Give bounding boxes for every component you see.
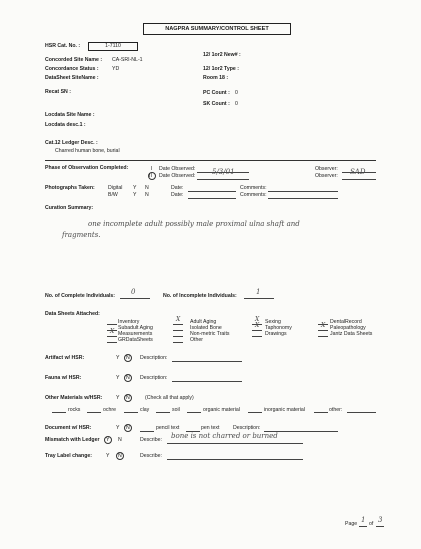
om-other-check[interactable] [314, 406, 328, 413]
document-n[interactable]: N [126, 425, 130, 431]
other-materials-y[interactable]: Y [116, 395, 120, 401]
mismatch-label: Mismatch with Ledger [45, 437, 100, 443]
om-ochre-check[interactable] [87, 406, 101, 413]
incomplete-individuals-value: 1 [256, 288, 261, 296]
om-rocks-check[interactable] [52, 406, 66, 413]
ledger-desc-label: Cat.12 Ledger Desc. : [45, 140, 98, 146]
observer-value-2: SAD [350, 168, 366, 176]
datasheet-sitename-label: DataSheet SiteName : [45, 75, 99, 81]
observation-label: Phase of Observation Completed: [45, 165, 129, 171]
curation-line-2: fragments. [62, 231, 101, 239]
om-soil-check[interactable] [156, 406, 170, 413]
type-label: 12/ 1or2 Type : [203, 66, 239, 72]
tray-label: Tray Label change: [45, 453, 92, 459]
artifact-desc-label: Description: [140, 355, 168, 361]
document-label: Document w/ HSR: [45, 425, 92, 431]
photo-date-label-2: Date: [171, 192, 184, 198]
tray-desc-label: Describe: [140, 453, 162, 459]
photo-digital-y[interactable]: Y [133, 185, 137, 191]
ds-nonmetric-label: Non-metric Traits [190, 331, 230, 337]
concorded-site-value: CA-SRI-NL-1 [112, 57, 143, 63]
artifact-y[interactable]: Y [116, 355, 120, 361]
complete-individuals-value: 0 [131, 288, 136, 296]
ds-measurements-mark: X [110, 328, 115, 335]
om-clay-check[interactable] [124, 406, 138, 413]
hsr-cat-label: HSR Cat. No. : [45, 43, 81, 49]
tray-n[interactable]: N [118, 453, 122, 459]
section-divider [45, 160, 376, 161]
document-pen-label: pen text [201, 425, 220, 431]
om-inorganic-label: inorganic material [264, 407, 305, 413]
fauna-y[interactable]: Y [116, 375, 120, 381]
photo-comments-field-1[interactable] [268, 185, 338, 192]
ds-grdatasheets-check[interactable] [107, 336, 117, 343]
ds-sexing-mark: X [255, 316, 260, 323]
ds-other-check[interactable] [173, 336, 183, 343]
observer-label-1: Observer: [315, 166, 338, 172]
date-observed-value-2: 5/3/01 [212, 168, 235, 176]
mismatch-desc-label: Describe: [140, 437, 162, 443]
room-label: Room 18 : [203, 75, 229, 81]
ds-subadult-label: Subadult Aging [118, 325, 153, 331]
date-observed-label-2: Date Observed: [159, 173, 196, 179]
tray-desc-field[interactable] [167, 453, 303, 460]
om-other-label: other: [329, 407, 343, 413]
sk-count-label: SK Count : [203, 101, 230, 107]
recat-sn-label: Recat SN : [45, 89, 71, 95]
photographs-label: Photographs Taken: [45, 185, 95, 191]
observer-label-2: Observer: [315, 173, 338, 179]
page-num: 1 [361, 516, 366, 524]
ds-adult-aging-label: Adult Aging [190, 319, 217, 325]
ds-sexing-label: Sexing [265, 319, 281, 325]
document-y[interactable]: Y [116, 425, 120, 431]
photo-bw-y[interactable]: Y [133, 192, 137, 198]
locdata-site-name-label: Locdata Site Name : [45, 112, 95, 118]
phase-two-num: II [149, 173, 152, 179]
ds-other-label: Other [190, 337, 203, 343]
ds-isolated-bone-label: Isolated Bone [190, 325, 222, 331]
mismatch-desc-value: bone is not charred or burned [171, 432, 278, 440]
other-materials-label: Other Materials w/HSR: [45, 395, 103, 401]
complete-individuals-label: No. of Complete Individuals: [45, 293, 116, 299]
date-observed-label-1: Date Observed: [159, 166, 196, 172]
pc-count-label: PC Count : [203, 90, 230, 96]
photo-date-field-1[interactable] [188, 185, 236, 192]
ds-dental-label: DentalRecord [330, 319, 362, 325]
of-label: of [369, 521, 374, 527]
ds-adult-aging-mark: X [176, 316, 181, 323]
om-other-field[interactable] [347, 406, 376, 413]
photo-comments-label-2: Comments: [240, 192, 267, 198]
ds-jantz-check[interactable] [318, 330, 328, 337]
photo-bw-label: B/W [108, 192, 118, 198]
hsr-cat-value: 1-7110 [88, 42, 138, 51]
photo-comments-label-1: Comments: [240, 185, 267, 191]
om-ochre-label: ochre [103, 407, 116, 413]
fauna-n[interactable]: N [126, 375, 130, 381]
concordance-status-label: Concordance Status : [45, 66, 99, 72]
om-clay-label: clay [140, 407, 150, 413]
curation-label: Curation Summary: [45, 205, 94, 211]
sk-count-value: 0 [235, 101, 238, 107]
om-organic-check[interactable] [187, 406, 201, 413]
photo-bw-n[interactable]: N [145, 192, 149, 198]
ds-paleopathology-mark: X [321, 322, 326, 329]
ds-drawings-check[interactable] [252, 330, 262, 337]
photo-comments-field-2[interactable] [268, 192, 338, 199]
om-inorganic-check[interactable] [248, 406, 262, 413]
document-desc-label: Description: [233, 425, 261, 431]
other-materials-note: (Check all that apply) [145, 395, 194, 401]
om-organic-label: organic material [203, 407, 240, 413]
ds-taphonomy-mark: X [255, 322, 260, 329]
mismatch-y[interactable]: Y [106, 437, 110, 443]
ds-jantz-label: Jantz Data Sheets [330, 331, 373, 337]
incomplete-individuals-label: No. of Incomplete Individuals: [163, 293, 237, 299]
photo-digital-n[interactable]: N [145, 185, 149, 191]
artifact-desc-field[interactable] [172, 355, 242, 362]
ds-measurements-label: Measurements [118, 331, 153, 337]
ds-grdatasheets-label: GRDataSheets [118, 337, 153, 343]
ds-taphonomy-label: Taphonomy [265, 325, 292, 331]
tray-y[interactable]: Y [106, 453, 110, 459]
photo-date-field-2[interactable] [188, 192, 236, 199]
om-soil-label: soil [172, 407, 180, 413]
new-number-label: 12/ 1or2 New# : [203, 52, 241, 58]
ds-inventory-label: Inventory [118, 319, 140, 325]
om-rocks-label: rocks [68, 407, 81, 413]
document-pencil-check[interactable] [140, 425, 154, 432]
concordance-status-value: YD [112, 66, 120, 72]
photo-digital-label: Digital [108, 185, 123, 191]
page-total: 3 [378, 516, 383, 524]
document-pencil-label: pencil text [156, 425, 180, 431]
artifact-label: Artifact w/ HSR: [45, 355, 85, 361]
ledger-desc-value: Charred human bone, burial [55, 148, 120, 154]
fauna-label: Fauna w/ HSR: [45, 375, 82, 381]
data-sheets-label: Data Sheets Attached: [45, 311, 100, 317]
concorded-site-label: Concorded Site Name : [45, 57, 103, 63]
document-pen-check[interactable] [186, 425, 200, 432]
other-materials-n[interactable]: N [126, 395, 130, 401]
ds-drawings-label: Drawings [265, 331, 287, 337]
fauna-desc-label: Description: [140, 375, 168, 381]
page-label: Page [345, 521, 358, 527]
sheet-title: NAGPRA SUMMARY/CONTROL SHEET [143, 23, 291, 35]
curation-line-1: one incomplete adult possibly male proximal ulna shaft and [88, 220, 300, 228]
mismatch-n[interactable]: N [118, 437, 122, 443]
document-desc-field[interactable] [264, 425, 338, 432]
fauna-desc-field[interactable] [172, 375, 242, 382]
ds-paleopathology-label: Paleopathology [330, 325, 366, 331]
locdata-desc-label: Locdata desc.1 : [45, 122, 86, 128]
artifact-n[interactable]: N [126, 355, 130, 361]
pc-count-value: 0 [235, 90, 238, 96]
photo-date-label-1: Date: [171, 185, 184, 191]
phase-one-num: I [151, 166, 153, 172]
